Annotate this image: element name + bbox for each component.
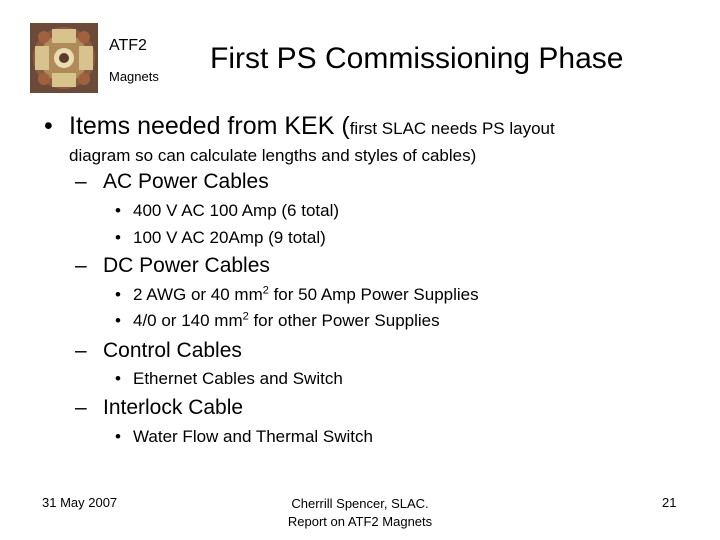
list-item [115, 369, 343, 389]
list-item-text: for other Power Supplies [248, 311, 440, 330]
sub-bullet-label: Interlock Cable [103, 396, 244, 419]
list-item-text: for 50 Amp Power Supplies [268, 285, 479, 304]
footer-date: 31 May 2007 [42, 495, 118, 510]
list-item-text: Water Flow and Thermal Switch [133, 427, 373, 446]
dash-marker: – [75, 339, 87, 362]
list-item [115, 285, 479, 305]
magnet-logo-icon [30, 23, 98, 93]
header-magnets-label: Magnets [109, 69, 159, 84]
list-item-text: 100 V AC 20Amp (9 total) [133, 228, 326, 247]
sub-bullet-label: Control Cables [103, 339, 242, 362]
sub-bullet-label: DC Power Cables [103, 254, 270, 277]
dash-marker: – [75, 170, 87, 193]
bullet-marker: • [115, 369, 121, 388]
list-item [115, 427, 373, 447]
bullet-marker: • [115, 285, 121, 304]
sub-bullet-control-cables [75, 339, 242, 363]
bullet-items-needed [44, 112, 555, 141]
bullet-marker: • [44, 112, 53, 140]
list-item-text: 2 AWG or 40 mm [133, 285, 263, 304]
bullet-text-large: Items needed from KEK ( [69, 112, 350, 140]
footer-author-line1: Cherrill Spencer, SLAC. [291, 496, 429, 511]
dash-marker: – [75, 396, 87, 419]
bullet-marker: • [115, 201, 121, 220]
bullet-marker: • [115, 228, 121, 247]
superscript: 2 [242, 310, 249, 323]
header-atf2-label: ATF2 [109, 37, 147, 54]
bullet-marker: • [115, 311, 121, 330]
superscript: 2 [262, 284, 269, 297]
dash-marker: – [75, 254, 87, 277]
list-item-text: 4/0 or 140 mm [133, 311, 243, 330]
sub-bullet-dc-power-cables [75, 254, 270, 278]
bullet-continuation: diagram so can calculate lengths and styles of cables) [69, 146, 477, 165]
footer-author-line2: Report on ATF2 Magnets [287, 514, 433, 529]
footer-author [256, 495, 464, 531]
bullet-marker: • [115, 427, 121, 446]
list-item [115, 228, 326, 248]
page-number: 21 [662, 495, 677, 510]
list-item-text: 400 V AC 100 Amp (6 total) [133, 201, 340, 220]
list-item [115, 201, 339, 221]
sub-bullet-interlock-cable [75, 396, 243, 420]
bullet-text-small: first SLAC needs PS layout [349, 119, 555, 138]
list-item-text: Ethernet Cables and Switch [133, 369, 343, 388]
list-item [115, 311, 440, 331]
sub-bullet-ac-power-cables [75, 170, 269, 194]
sub-bullet-label: AC Power Cables [103, 170, 269, 193]
slide-title: First PS Commissioning Phase [210, 42, 624, 75]
